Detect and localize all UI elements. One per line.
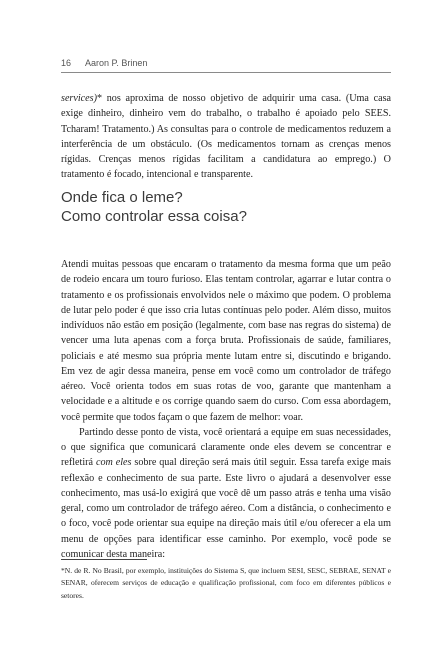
body-paragraph-1: Atendi muitas pessoas que encaram o tratamento da mesma forma que um peão de rodeio encara um touro furioso. Elas tentam controlar, agarrar e lutar contra o tratamento e os profissionais envolvidos nele o máximo que podem. O problema de lutar pelo poder é que isso cria lutas contínuas pelo poder. Além disso, muitos indivíduos não estão em posição (legalmente, com base nas regras do sistema) de vencer uma luta apenas com a força bruta. Profissionais de saúde, familiares, policiais e até mesmo sua própria mente lutam entre si, discutindo e brigando. Em vez de agir dessa maneira, pense em você como um controlador de tráfego aéreo. Você orienta todos em suas rotas de voo, garante que mantenham a velocidade e a altitude e os corrige quando saem do curso. Com essa abordagem, você permite que todos façam o que fazem de melhor: voar. (61, 259, 391, 423)
section-body (61, 257, 391, 562)
footnote-rule (61, 559, 147, 560)
author-name: Aaron P. Brinen (85, 58, 148, 68)
section-heading-line-2: Como controlar essa coisa? (61, 208, 247, 225)
opening-paragraph-text: * nos aproxima de nosso objetivo de adquirir uma casa. (Uma casa exige dinheiro, dinheiro vem do trabalho, o trabalho é apoiado pelo SEES. Tcharam! Tratamento.) As consultas para o controle de medicamentos reduzem a interferência de um obstáculo. (Os medicamentos tornam as crenças menos rígidas. Crenças menos rígidas facilitam a candidatura ao emprego.) O tratamento é focado, intencional e transparente. (61, 93, 391, 181)
section-heading (61, 188, 391, 226)
italic-lead-word: services) (61, 93, 97, 104)
section-heading-line-1: Onde fica o leme? (61, 189, 183, 206)
header-rule (61, 72, 391, 73)
emphasis-text: com eles (95, 457, 132, 469)
body-paragraph-2-start: Partindo desse ponto de vista, você orientará a equipe em suas necessidades, o que significa que comunicará claramente onde eles devem se concentrar e refletirá (61, 426, 391, 469)
body-paragraph-2-end: sobre qual direção será mais útil seguir. Essa tarefa exige mais reflexão e conhecimento de sua parte. Este livro o ajudará a desenvolver esse conhecimento, mas usá-lo exigirá que você dê um passo atrás e tenha uma visão geral, como um controlador de tráfego aéreo. Com a distância, o conhecimento e o foco, você pode orientar sua equipe na direção mais útil e/ou oferecer a ela um menu de opções para identificar esse caminho. Por exemplo, você pode se comunicar desta maneira: (61, 457, 391, 560)
footnote: *N. de R. No Brasil, por exemplo, instituições do Sistema S, que incluem SESI, SESC, SEBRAE, SENAT e SENAR, oferecem serviços de educação e qualificação profissional, com foco em diferentes públicos e setores. (61, 566, 391, 600)
body-paragraph-2 (61, 425, 391, 562)
running-head (61, 58, 391, 68)
opening-paragraph (61, 91, 391, 183)
page-number: 16 (61, 58, 72, 68)
